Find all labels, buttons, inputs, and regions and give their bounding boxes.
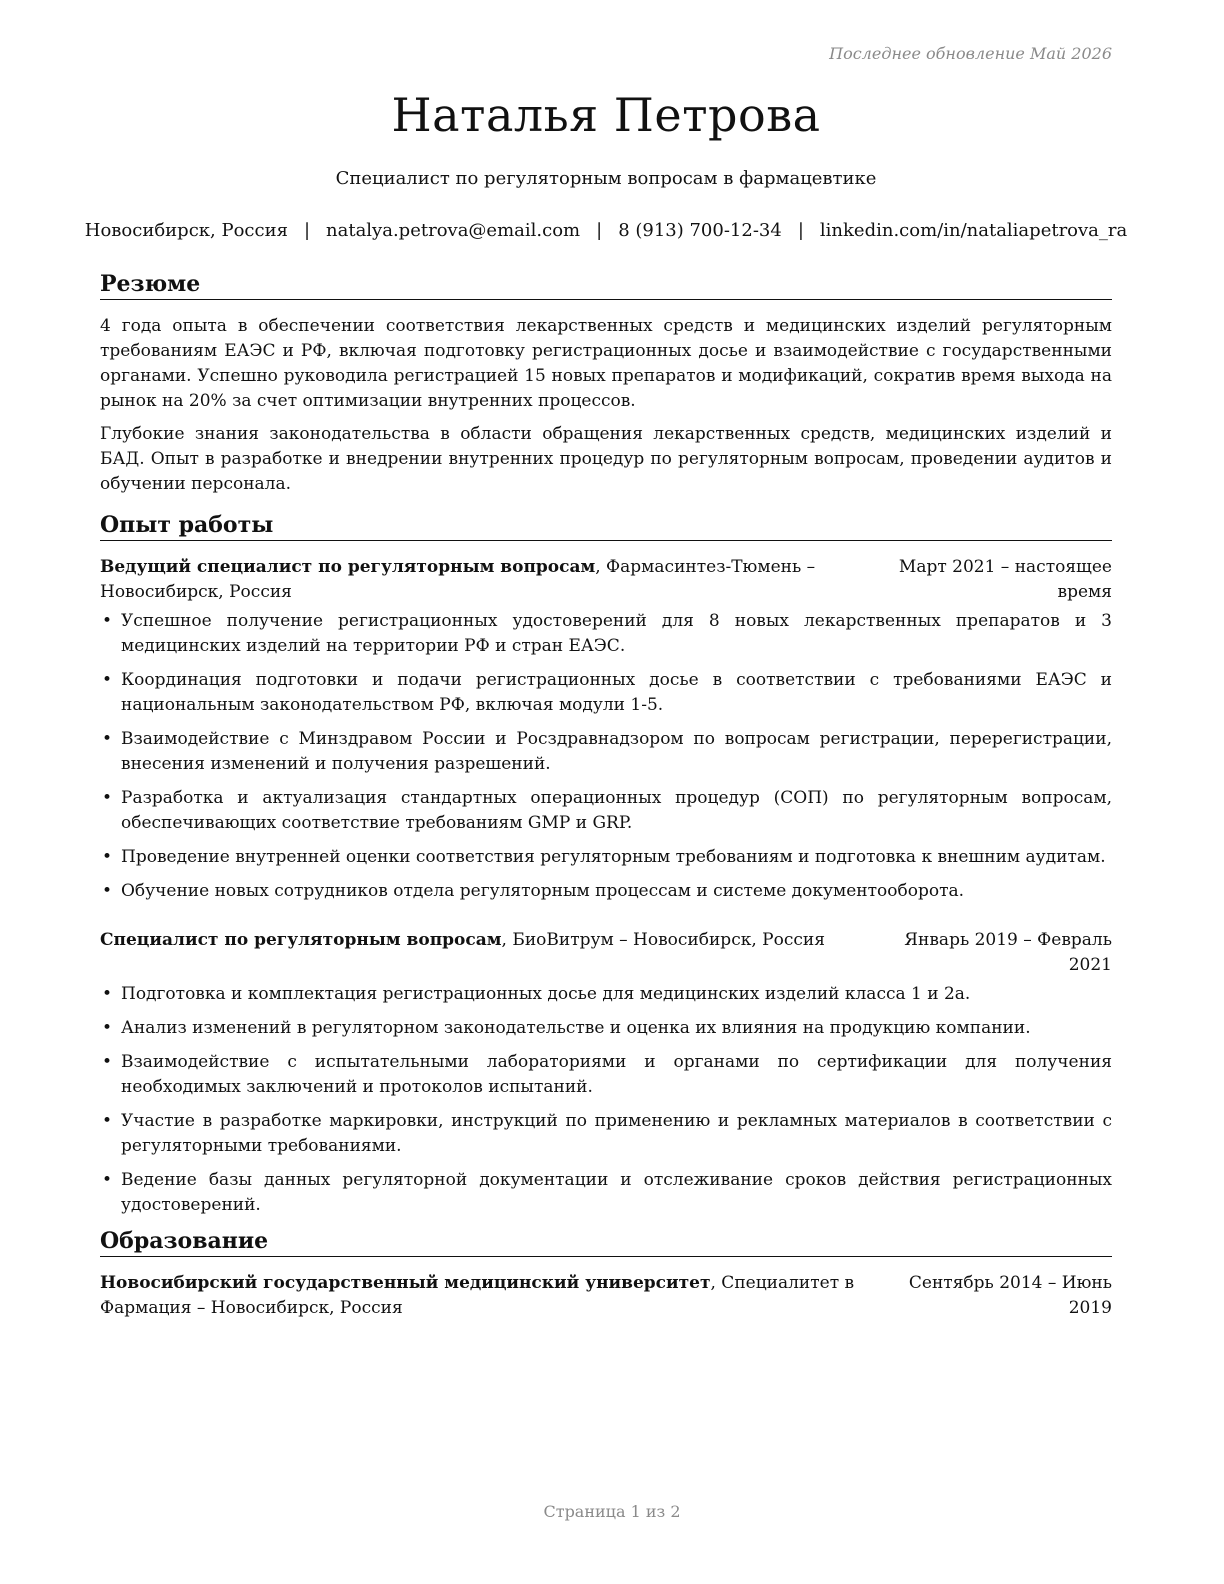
candidate-name: Наталья Петрова — [391, 88, 821, 142]
job-header — [100, 555, 1112, 605]
bullet-icon: • — [102, 1018, 113, 1038]
bullet-icon: • — [102, 984, 113, 1004]
contact-separator: | — [303, 220, 311, 241]
section-title-education: Образование — [100, 1227, 1112, 1257]
list-item: • Проведение внутренней оценки соответствия регуляторным требованиям и подготовка к внешним аудитам. — [100, 845, 1112, 870]
job-role: Ведущий специалист по регуляторным вопросам — [100, 557, 596, 577]
job-company: , БиоВитрум – Новосибирск, Россия — [501, 930, 825, 950]
list-item: • Участие в разработке маркировки, инструкций по применению и рекламных материалов в соответствии с регуляторными требованиями. — [102, 1111, 1112, 1156]
experience-section — [100, 511, 1112, 1218]
bullet-icon: • — [102, 847, 113, 867]
list-item: • Координация подготовки и подачи регистрационных досье в соответствии с требованиями ЕАЭС и национальным законодательством РФ, включая модули 1-5. — [102, 670, 1112, 715]
bullet-icon: • — [102, 670, 113, 690]
job-title-company — [100, 928, 877, 953]
job-dates: Март 2021 – настоящее время — [898, 557, 1112, 602]
list-item: • Взаимодействие с Минздравом России и Росздравнадзором по вопросам регистрации, перерегистрации, внесения изменений и получения разрешений. — [102, 729, 1112, 774]
education-institution: Новосибирский государственный медицинский университет — [100, 1273, 711, 1293]
education-dates: Сентябрь 2014 – Июнь 2019 — [908, 1273, 1112, 1318]
list-item: • Подготовка и комплектация регистрационных досье для медицинских изделий класса 1 и 2а. — [100, 982, 1112, 1007]
bullet-icon: • — [102, 1170, 113, 1190]
resume-content — [100, 270, 1112, 1321]
job-dates: Январь 2019 – Февраль 2021 — [904, 930, 1112, 975]
job-bullets — [100, 982, 1112, 1218]
job-header — [100, 928, 1112, 978]
bullet-icon: • — [102, 788, 113, 808]
job-company: , Фармасинтез-Тюмень – Новосибирск, Россия — [100, 557, 816, 602]
contact-email[interactable]: natalya.petrova@email.com — [326, 220, 581, 241]
headline: Специалист по регуляторным вопросам в фармацевтике — [335, 168, 877, 189]
education-section — [100, 1227, 1112, 1321]
job-role: Специалист по регуляторным вопросам — [100, 930, 502, 950]
contact-line — [84, 220, 1128, 241]
contact-linkedin[interactable]: linkedin.com/in/nataliapetrova_ra — [819, 220, 1128, 241]
contact-separator: | — [797, 220, 804, 241]
bullet-icon: • — [102, 881, 113, 901]
summary-section — [100, 270, 1112, 497]
last-updated: Последнее обновление Май 2026 — [829, 44, 1112, 63]
contact-separator: | — [596, 220, 603, 241]
job-title-company — [100, 555, 877, 605]
section-title-experience: Опыт работы — [100, 511, 1112, 541]
bullet-icon: • — [102, 611, 113, 631]
section-title-summary: Резюме — [100, 270, 1112, 300]
list-item: • Успешное получение регистрационных удостоверений для 8 новых лекарственных препаратов и 3 медицинских изделий на территории РФ и стран ЕАЭС. — [102, 611, 1112, 656]
job-entry — [100, 555, 1112, 904]
education-degree: , Специалитет в Фармация – Новосибирск, Россия — [100, 1273, 855, 1318]
contact-phone[interactable]: 8 (913) 700-12-34 — [618, 220, 782, 241]
page-number: Страница 1 из 2 — [543, 1502, 681, 1521]
bullet-icon: • — [102, 1052, 113, 1072]
education-institution-degree — [100, 1271, 877, 1321]
contact-location: Новосибирск, Россия — [84, 220, 288, 241]
summary-paragraph: Глубокие знания законодательства в области обращения лекарственных средств, медицинских изделий и БАД. Опыт в разработке и внедрении внутренних процедур по регуляторным вопросам, проведении аудитов и обучении персонала. — [100, 424, 1112, 494]
list-item: • Обучение новых сотрудников отдела регуляторным процессам и системе документооборота. — [100, 879, 1112, 904]
summary-paragraph: 4 года опыта в обеспечении соответствия лекарственных средств и медицинских изделий регуляторным требованиям ЕАЭС и РФ, включая подготовку регистрационных досье и взаимодействие с государственными органами. Успешно руководила регистрацией 15 новых препаратов и модификаций, сократив время выхода на рынок на 20% за счет оптимизации внутренних процессов. — [100, 316, 1112, 411]
education-entry — [100, 1271, 1112, 1321]
list-item: • Ведение базы данных регуляторной документации и отслеживание сроков действия регистрационных удостоверений. — [102, 1170, 1112, 1215]
list-item: • Взаимодействие с испытательными лабораториями и органами по сертификации для получения необходимых заключений и протоколов испытаний. — [102, 1052, 1112, 1097]
bullet-icon: • — [102, 729, 113, 749]
list-item: • Анализ изменений в регуляторном законодательстве и оценка их влияния на продукцию компании. — [100, 1016, 1112, 1041]
job-bullets — [100, 609, 1112, 904]
list-item: • Разработка и актуализация стандартных операционных процедур (СОП) по регуляторным вопросам, обеспечивающих соответствие требованиям GMP и GRP. — [102, 788, 1112, 833]
bullet-icon: • — [102, 1111, 113, 1131]
job-entry — [100, 928, 1112, 1218]
